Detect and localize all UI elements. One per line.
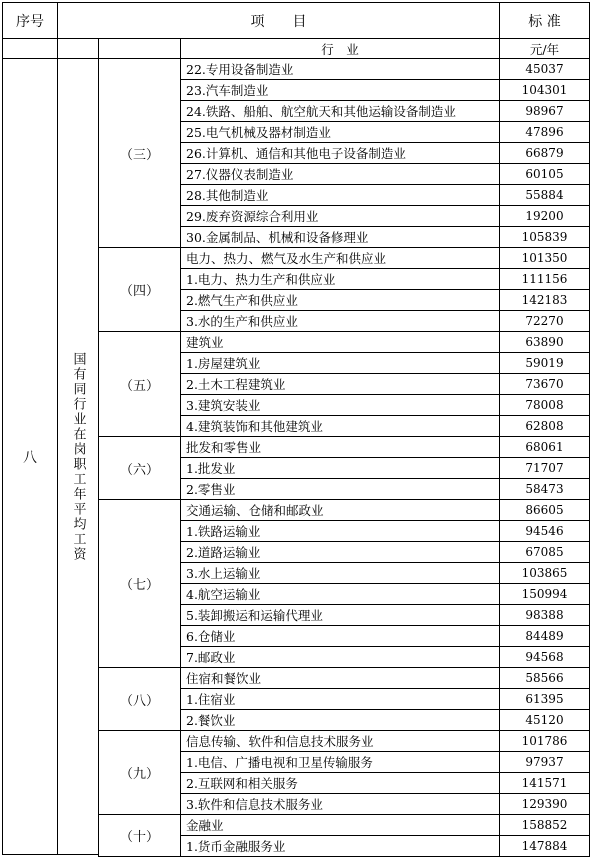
group-label: （九） [98,730,181,815]
wage-value: 66879 [499,142,590,164]
industry-name: 3.软件和信息技术服务业 [180,793,500,815]
wage-value: 58566 [499,667,590,689]
wage-value: 45120 [499,709,590,731]
wage-value: 147884 [499,835,590,857]
industry-name: 29.废弃资源综合利用业 [180,205,500,227]
wage-value: 61395 [499,688,590,710]
industry-name: 1.房屋建筑业 [180,352,500,374]
wage-value: 98967 [499,100,590,122]
industry-name: 5.装卸搬运和运输代理业 [180,604,500,626]
industry-name: 2.互联网和相关服务 [180,772,500,794]
industry-name: 1.电信、广播电视和卫星传输服务 [180,751,500,773]
header-industry: 行 业 [180,38,500,59]
header-item: 项 目 [57,2,500,39]
industry-name: 26.计算机、通信和其他电子设备制造业 [180,142,500,164]
wage-value: 47896 [499,121,590,143]
industry-name: 1.货币金融服务业 [180,835,500,857]
group-label: （五） [98,331,181,437]
industry-name: 交通运输、仓储和邮政业 [180,499,500,521]
section-label-text: 国有同行业在岗职工年平均工资 [70,351,86,562]
industry-name: 28.其他制造业 [180,184,500,206]
industry-name: 4.建筑装饰和其他建筑业 [180,415,500,437]
group-label: （四） [98,247,181,332]
industry-name: 2.土木工程建筑业 [180,373,500,395]
wage-value: 101786 [499,730,590,752]
industry-name: 2.餐饮业 [180,709,500,731]
wage-value: 62808 [499,415,590,437]
industry-name: 2.燃气生产和供应业 [180,289,500,311]
header-blank-section [57,38,99,59]
wage-value: 150994 [499,583,590,605]
section-label [57,58,99,855]
header-blank-group [98,38,181,59]
industry-name: 批发和零售业 [180,436,500,458]
group-label: （七） [98,499,181,668]
wage-value: 94546 [499,520,590,542]
group-label: （三） [98,58,181,248]
industry-name: 2.零售业 [180,478,500,500]
wage-value: 58473 [499,478,590,500]
group-label: （十） [98,814,181,857]
industry-name: 1.批发业 [180,457,500,479]
industry-name: 住宿和餐饮业 [180,667,500,689]
wage-value: 19200 [499,205,590,227]
wage-value: 86605 [499,499,590,521]
header-blank-seq [2,38,58,59]
wage-value: 94568 [499,646,590,668]
industry-name: 27.仪器仪表制造业 [180,163,500,185]
industry-name: 6.仓储业 [180,625,500,647]
industry-name: 金融业 [180,814,500,836]
industry-name: 3.水上运输业 [180,562,500,584]
group-label: （八） [98,667,181,731]
industry-name: 7.邮政业 [180,646,500,668]
section-number: 八 [2,58,58,855]
wage-value: 67085 [499,541,590,563]
industry-name: 3.建筑安装业 [180,394,500,416]
header-standard: 标 准 [499,2,590,39]
wage-value: 104301 [499,79,590,101]
wage-value: 105839 [499,226,590,248]
industry-name: 建筑业 [180,331,500,353]
wage-value: 60105 [499,163,590,185]
industry-name: 3.水的生产和供应业 [180,310,500,332]
wage-value: 45037 [499,58,590,80]
industry-name: 23.汽车制造业 [180,79,500,101]
wage-value: 101350 [499,247,590,269]
wage-value: 72270 [499,310,590,332]
wage-value: 59019 [499,352,590,374]
header-seq: 序号 [2,2,58,39]
wage-value: 71707 [499,457,590,479]
wage-value: 73670 [499,373,590,395]
wage-value: 78008 [499,394,590,416]
industry-name: 30.金属制品、机械和设备修理业 [180,226,500,248]
wage-value: 111156 [499,268,590,290]
industry-name: 电力、热力、燃气及水生产和供应业 [180,247,500,269]
industry-name: 1.电力、热力生产和供应业 [180,268,500,290]
industry-name: 1.铁路运输业 [180,520,500,542]
header-unit: 元/年 [499,38,590,59]
industry-name: 4.航空运输业 [180,583,500,605]
industry-name: 信息传输、软件和信息技术服务业 [180,730,500,752]
wage-value: 84489 [499,625,590,647]
wage-value: 63890 [499,331,590,353]
wage-value: 68061 [499,436,590,458]
wage-value: 142183 [499,289,590,311]
industry-name: 2.道路运输业 [180,541,500,563]
industry-name: 22.专用设备制造业 [180,58,500,80]
industry-name: 25.电气机械及器材制造业 [180,121,500,143]
industry-name: 24.铁路、船舶、航空航天和其他运输设备制造业 [180,100,500,122]
industry-name: 1.住宿业 [180,688,500,710]
group-label: （六） [98,436,181,500]
wage-value: 129390 [499,793,590,815]
wage-value: 97937 [499,751,590,773]
wage-value: 98388 [499,604,590,626]
wage-value: 103865 [499,562,590,584]
wage-value: 158852 [499,814,590,836]
wage-value: 141571 [499,772,590,794]
wage-value: 55884 [499,184,590,206]
